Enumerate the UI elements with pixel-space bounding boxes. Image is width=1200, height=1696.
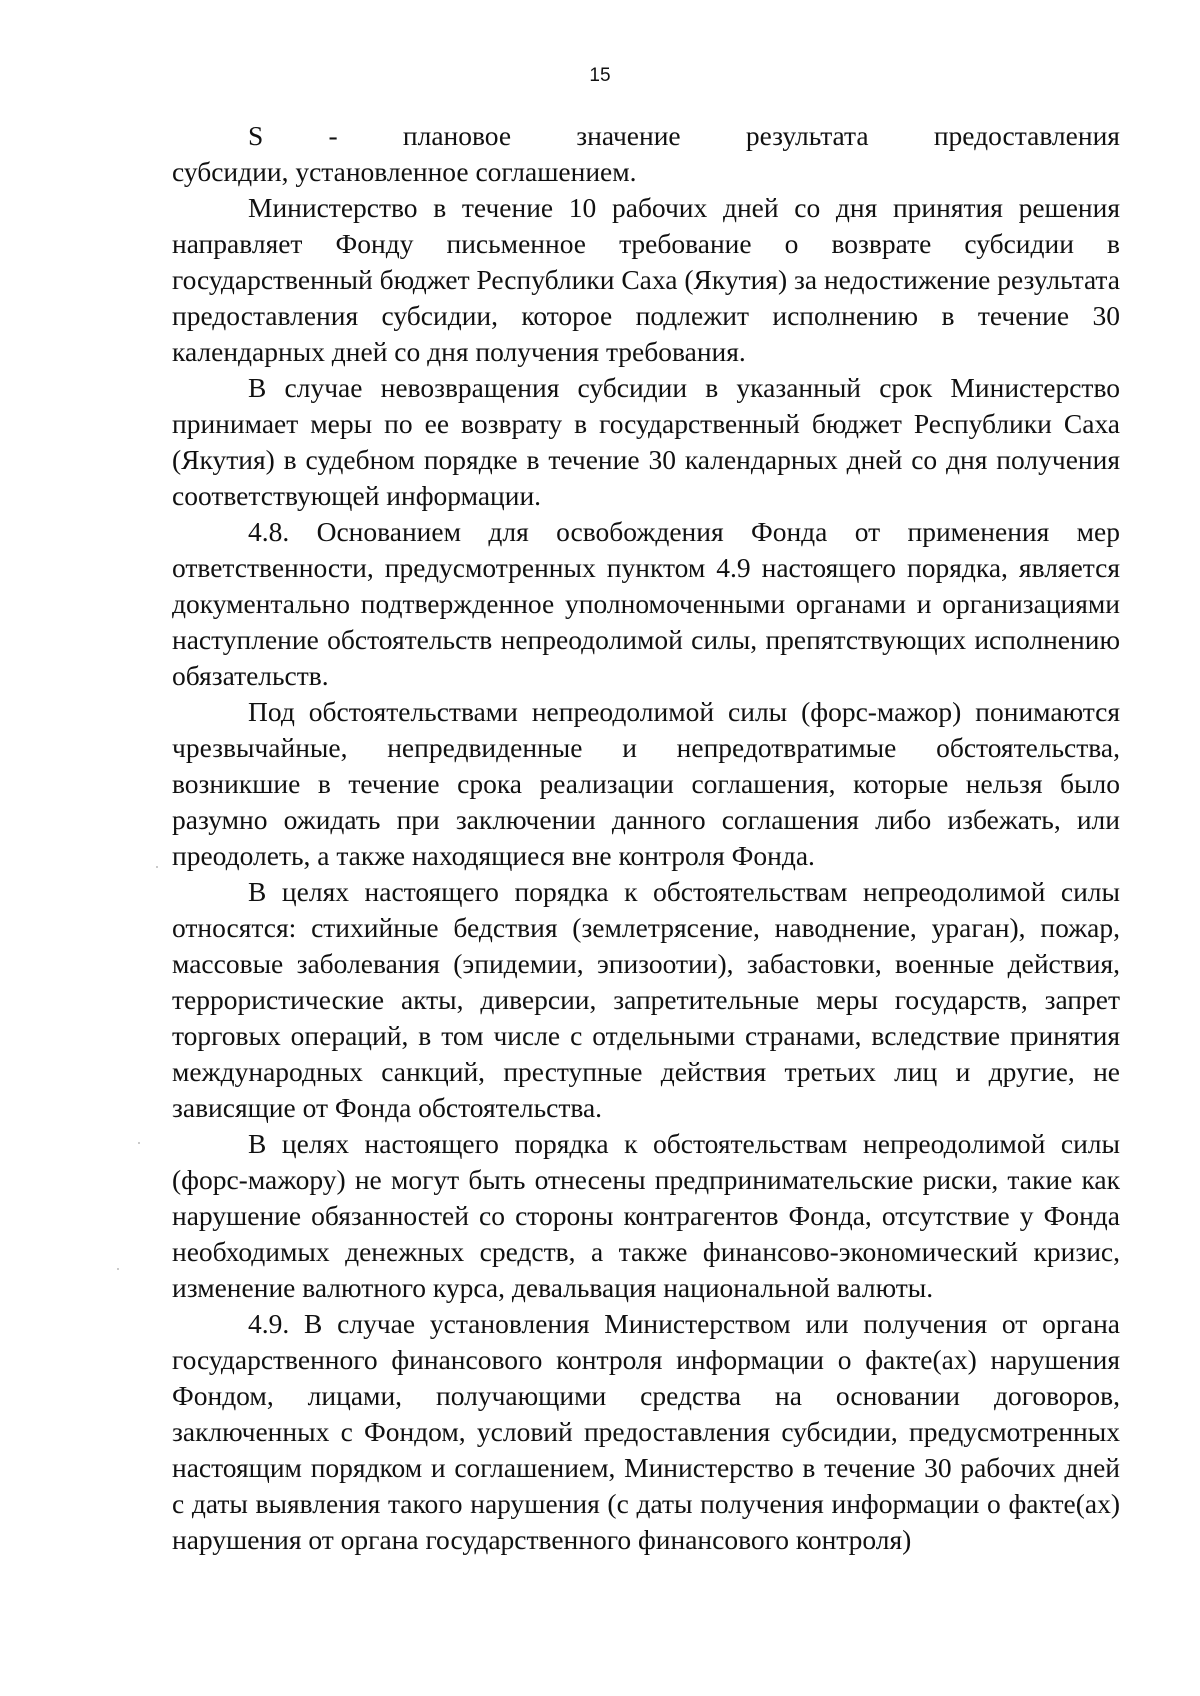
formula-word: предоставления — [933, 120, 1120, 151]
formula-word: результата — [745, 120, 869, 151]
formula-word: плановое — [402, 120, 512, 151]
paragraph-force-majeure-events: В целях настоящего порядка к обстоятельствам непреодолимой силы относятся: стихийные бедствия (землетрясение, наводнение, ураган), пожар, массовые заболевания (эпидемии, эпизоотии), забастовки, военные действия, террористические акты, диверсии, запретительные меры государств, запрет торговых операций, в том числе с отдельными странами, вследствие принятия международных санкций, преступные действия третьих лиц и другие, не зависящие от Фонда обстоятельства. — [172, 876, 1120, 1123]
formula-definition-continuation: субсидии, установленное соглашением. — [172, 156, 637, 187]
formula-word: значение — [576, 120, 681, 151]
paragraph-non-return: В случае невозвращения субсидии в указанный срок Министерство принимает меры по ее возврату в государственный бюджет Республики Саха (Якутия) в судебном порядке в течение 30 календарных дней со дня получения соответствующей информации. — [172, 372, 1120, 511]
paragraph-force-majeure-exclusions: В целях настоящего порядка к обстоятельствам непреодолимой силы (форс-мажору) не могут быть отнесены предпринимательские риски, такие как нарушение обязанностей со стороны контрагентов Фонда, отсутствие у Фонда необходимых денежных средств, а также финансово-экономический кризис, изменение валютного курса, девальвация национальной валюты. — [172, 1128, 1120, 1303]
formula-definition-line — [172, 118, 1120, 154]
scan-speck — [117, 1268, 119, 1270]
scan-speck — [138, 1142, 140, 1144]
paragraph-force-majeure-definition: Под обстоятельствами непреодолимой силы (форс-мажор) понимаются чрезвычайные, непредвиденные и непредотвратимые обстоятельства, возникшие в течение срока реализации соглашения, которые нельзя было разумно ожидать при заключении данного соглашения либо избежать, или преодолеть, а также находящиеся вне контроля Фонда. — [172, 696, 1120, 871]
scan-speck — [156, 866, 158, 868]
document-body — [172, 118, 1120, 1558]
page-number: 15 — [589, 65, 611, 86]
paragraph-clause-4-8: 4.8. Основанием для освобождения Фонда от применения мер ответственности, предусмотренных пунктом 4.9 настоящего порядка, является документально подтвержденное уполномоченными органами и организациями наступление обстоятельств непреодолимой силы, препятствующих исполнению обязательств. — [172, 516, 1120, 691]
paragraph-clause-4-9: 4.9. В случае установления Министерством или получения от органа государственного финансового контроля информации о факте(ах) нарушения Фондом, лицами, получающими средства на основании договоров, заключенных с Фондом, условий предоставления субсидии, предусмотренных настоящим порядком и соглашением, Министерство в течение 30 рабочих дней с даты выявления такого нарушения (с даты получения информации о факте(ах) нарушения от органа государственного финансового контроля) — [172, 1308, 1120, 1555]
paragraph-ministry-demand: Министерство в течение 10 рабочих дней со дня принятия решения направляет Фонду письменное требование о возврате субсидии в государственный бюджет Республики Саха (Якутия) за недостижение результата предоставления субсидии, которое подлежит исполнению в течение 30 календарных дней со дня получения требования. — [172, 192, 1120, 367]
formula-symbol: S — [248, 120, 264, 151]
formula-dash: - — [328, 120, 338, 151]
